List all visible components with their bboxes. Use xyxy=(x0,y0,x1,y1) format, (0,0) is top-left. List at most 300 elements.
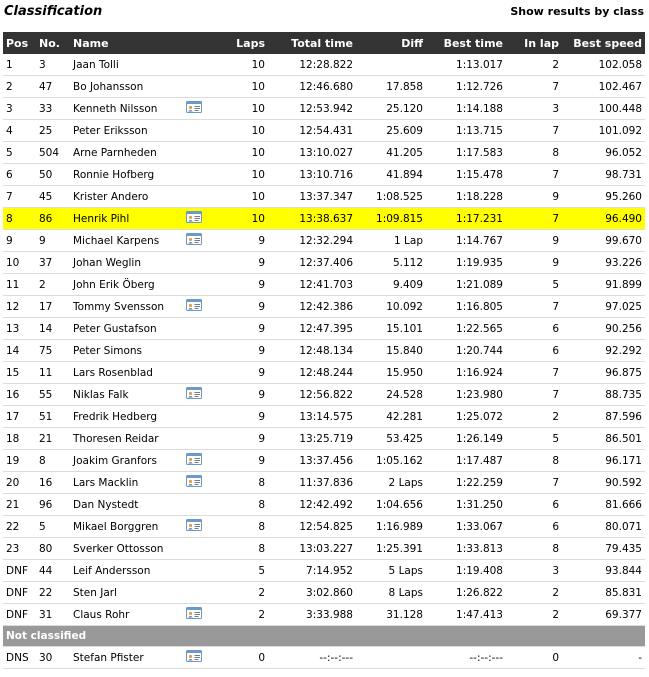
not-classified-section xyxy=(3,626,645,647)
cell-pos: 14 xyxy=(3,340,36,362)
cell-in-lap: 3 xyxy=(506,98,562,120)
cell-total-time: 12:37.406 xyxy=(268,252,356,274)
cell-in-lap: 5 xyxy=(506,274,562,296)
cell-name xyxy=(70,647,202,669)
table-row xyxy=(3,406,645,428)
cell-diff: 15.950 xyxy=(356,362,426,384)
cell-pos: 16 xyxy=(3,384,36,406)
cell-best-speed: 85.831 xyxy=(562,582,645,604)
driver-name: Henrik Pihl xyxy=(73,212,130,225)
cell-name xyxy=(70,406,202,428)
cell-no: 51 xyxy=(36,406,70,428)
cell-diff: 15.101 xyxy=(356,318,426,340)
cell-best-time: 1:25.072 xyxy=(426,406,506,428)
cell-laps: 2 xyxy=(202,582,268,604)
cell-best-speed: 81.666 xyxy=(562,494,645,516)
driver-card-icon[interactable] xyxy=(186,650,202,662)
cell-laps: 9 xyxy=(202,450,268,472)
cell-best-speed: 90.256 xyxy=(562,318,645,340)
cell-best-time: 1:33.813 xyxy=(426,538,506,560)
cell-in-lap: 6 xyxy=(506,516,562,538)
cell-name xyxy=(70,76,202,98)
cell-best-speed: 99.670 xyxy=(562,230,645,252)
cell-best-time: 1:16.805 xyxy=(426,296,506,318)
cell-best-speed: 96.171 xyxy=(562,450,645,472)
cell-name xyxy=(70,604,202,626)
cell-total-time: 12:54.431 xyxy=(268,120,356,142)
cell-pos: DNF xyxy=(3,604,36,626)
cell-total-time: 13:38.637 xyxy=(268,208,356,230)
cell-no: 21 xyxy=(36,428,70,450)
cell-no: 44 xyxy=(36,560,70,582)
cell-best-speed: 93.844 xyxy=(562,560,645,582)
driver-name: John Erik Öberg xyxy=(73,278,155,291)
cell-laps: 8 xyxy=(202,494,268,516)
cell-no: 14 xyxy=(36,318,70,340)
cell-best-time: 1:16.924 xyxy=(426,362,506,384)
cell-laps: 10 xyxy=(202,164,268,186)
cell-pos: 4 xyxy=(3,120,36,142)
cell-best-time: 1:17.487 xyxy=(426,450,506,472)
driver-card-icon[interactable] xyxy=(186,519,202,531)
cell-laps: 9 xyxy=(202,318,268,340)
cell-best-speed: 102.058 xyxy=(562,54,645,76)
cell-in-lap: 7 xyxy=(506,208,562,230)
cell-pos: 23 xyxy=(3,538,36,560)
cell-pos: 20 xyxy=(3,472,36,494)
cell-diff: 8 Laps xyxy=(356,582,426,604)
classification-table xyxy=(3,32,645,669)
cell-best-time: 1:47.413 xyxy=(426,604,506,626)
cell-total-time: 13:14.575 xyxy=(268,406,356,428)
cell-pos: 17 xyxy=(3,406,36,428)
driver-name: Joakim Granfors xyxy=(73,454,157,467)
cell-total-time: 12:48.244 xyxy=(268,362,356,384)
cell-diff: 2 Laps xyxy=(356,472,426,494)
table-row xyxy=(3,120,645,142)
cell-no: 86 xyxy=(36,208,70,230)
cell-in-lap: 9 xyxy=(506,186,562,208)
driver-name: Dan Nystedt xyxy=(73,498,139,511)
cell-name xyxy=(70,252,202,274)
table-row xyxy=(3,54,645,76)
cell-name xyxy=(70,230,202,252)
cell-no: 96 xyxy=(36,494,70,516)
cell-best-time: 1:12.726 xyxy=(426,76,506,98)
cell-pos: 19 xyxy=(3,450,36,472)
cell-best-speed: 96.490 xyxy=(562,208,645,230)
table-row xyxy=(3,142,645,164)
cell-best-time: 1:14.188 xyxy=(426,98,506,120)
table-row xyxy=(3,208,645,230)
col-header-no[interactable]: No. xyxy=(36,32,70,54)
header-bar xyxy=(0,0,649,32)
cell-total-time: 12:42.492 xyxy=(268,494,356,516)
driver-card-icon[interactable] xyxy=(186,101,202,113)
cell-name xyxy=(70,582,202,604)
table-row xyxy=(3,340,645,362)
cell-pos: 10 xyxy=(3,252,36,274)
cell-in-lap: 3 xyxy=(506,560,562,582)
table-row xyxy=(3,494,645,516)
cell-name xyxy=(70,384,202,406)
cell-best-speed: 86.501 xyxy=(562,428,645,450)
cell-no: 80 xyxy=(36,538,70,560)
cell-total-time: 13:37.456 xyxy=(268,450,356,472)
cell-best-time: 1:19.935 xyxy=(426,252,506,274)
table-row xyxy=(3,274,645,296)
cell-total-time: 13:25.719 xyxy=(268,428,356,450)
cell-no: 45 xyxy=(36,186,70,208)
driver-name: Thoresen Reidar xyxy=(73,432,159,445)
cell-best-speed: 95.260 xyxy=(562,186,645,208)
cell-name xyxy=(70,560,202,582)
cell-laps: 10 xyxy=(202,76,268,98)
table-row xyxy=(3,647,645,669)
cell-pos: 22 xyxy=(3,516,36,538)
cell-in-lap: 0 xyxy=(506,647,562,669)
cell-best-speed: 98.731 xyxy=(562,164,645,186)
cell-laps: 9 xyxy=(202,252,268,274)
cell-in-lap: 2 xyxy=(506,406,562,428)
driver-name: Lars Macklin xyxy=(73,476,139,489)
cell-in-lap: 2 xyxy=(506,54,562,76)
driver-name: Peter Simons xyxy=(73,344,143,357)
col-header-best-time[interactable]: Best time xyxy=(426,32,506,54)
table-row xyxy=(3,164,645,186)
driver-name: Stefan Pfister xyxy=(73,651,144,664)
table-row xyxy=(3,560,645,582)
cell-best-time: 1:13.715 xyxy=(426,120,506,142)
cell-diff: 15.840 xyxy=(356,340,426,362)
not-classified-label: Not classified xyxy=(3,626,645,647)
table-row xyxy=(3,384,645,406)
cell-pos: 2 xyxy=(3,76,36,98)
table-row xyxy=(3,604,645,626)
cell-best-time: --:--:--- xyxy=(426,647,506,669)
cell-diff: 1:05.162 xyxy=(356,450,426,472)
col-header-pos[interactable]: Pos xyxy=(3,32,36,54)
cell-best-speed: 80.071 xyxy=(562,516,645,538)
cell-laps: 9 xyxy=(202,230,268,252)
show-results-by-class-link[interactable]: Show results by class xyxy=(510,5,644,18)
driver-name: Michael Karpens xyxy=(73,234,160,247)
cell-in-lap: 7 xyxy=(506,362,562,384)
cell-no: 5 xyxy=(36,516,70,538)
driver-name: Mikael Borggren xyxy=(73,520,159,533)
cell-in-lap: 8 xyxy=(506,538,562,560)
cell-diff: 1:08.525 xyxy=(356,186,426,208)
cell-name xyxy=(70,494,202,516)
cell-no: 16 xyxy=(36,472,70,494)
driver-card-icon[interactable] xyxy=(186,475,202,487)
cell-pos: 18 xyxy=(3,428,36,450)
driver-card-icon[interactable] xyxy=(186,387,202,399)
cell-no: 30 xyxy=(36,647,70,669)
cell-no: 47 xyxy=(36,76,70,98)
cell-laps: 0 xyxy=(202,647,268,669)
cell-no: 3 xyxy=(36,54,70,76)
table-row xyxy=(3,582,645,604)
cell-no: 75 xyxy=(36,340,70,362)
cell-diff: 1 Lap xyxy=(356,230,426,252)
cell-in-lap: 2 xyxy=(506,604,562,626)
cell-laps: 8 xyxy=(202,516,268,538)
cell-total-time: 13:37.347 xyxy=(268,186,356,208)
cell-best-speed: 102.467 xyxy=(562,76,645,98)
cell-total-time: 12:46.680 xyxy=(268,76,356,98)
cell-best-time: 1:13.017 xyxy=(426,54,506,76)
cell-in-lap: 2 xyxy=(506,582,562,604)
cell-total-time: 3:33.988 xyxy=(268,604,356,626)
cell-no: 55 xyxy=(36,384,70,406)
cell-best-speed: 96.052 xyxy=(562,142,645,164)
cell-laps: 9 xyxy=(202,362,268,384)
cell-best-time: 1:21.089 xyxy=(426,274,506,296)
col-header-in-lap[interactable]: In lap xyxy=(506,32,562,54)
cell-name xyxy=(70,516,202,538)
cell-in-lap: 7 xyxy=(506,296,562,318)
cell-laps: 9 xyxy=(202,340,268,362)
cell-best-speed: 88.735 xyxy=(562,384,645,406)
cell-no: 11 xyxy=(36,362,70,384)
cell-best-speed: 100.448 xyxy=(562,98,645,120)
cell-diff: 10.092 xyxy=(356,296,426,318)
table-row xyxy=(3,318,645,340)
cell-total-time: 7:14.952 xyxy=(268,560,356,582)
cell-pos: DNF xyxy=(3,560,36,582)
driver-name: Johan Weglin xyxy=(73,256,141,269)
cell-in-lap: 6 xyxy=(506,318,562,340)
driver-name: Peter Eriksson xyxy=(73,124,148,137)
cell-diff: 1:04.656 xyxy=(356,494,426,516)
cell-name xyxy=(70,208,202,230)
cell-diff: 1:16.989 xyxy=(356,516,426,538)
table-row xyxy=(3,538,645,560)
cell-best-time: 1:19.408 xyxy=(426,560,506,582)
cell-total-time: 13:10.027 xyxy=(268,142,356,164)
cell-total-time: 3:02.860 xyxy=(268,582,356,604)
cell-no: 2 xyxy=(36,274,70,296)
cell-in-lap: 7 xyxy=(506,120,562,142)
cell-best-speed: 79.435 xyxy=(562,538,645,560)
cell-no: 33 xyxy=(36,98,70,120)
cell-name xyxy=(70,362,202,384)
table-row xyxy=(3,516,645,538)
cell-pos: 15 xyxy=(3,362,36,384)
cell-laps: 9 xyxy=(202,406,268,428)
cell-pos: 9 xyxy=(3,230,36,252)
cell-total-time: 13:10.716 xyxy=(268,164,356,186)
driver-name: Bo Johansson xyxy=(73,80,144,93)
driver-card-icon[interactable] xyxy=(186,211,202,223)
cell-best-time: 1:14.767 xyxy=(426,230,506,252)
cell-best-speed: 87.596 xyxy=(562,406,645,428)
cell-best-time: 1:22.565 xyxy=(426,318,506,340)
cell-in-lap: 7 xyxy=(506,472,562,494)
table-row xyxy=(3,296,645,318)
cell-total-time: 12:47.395 xyxy=(268,318,356,340)
driver-name: Arne Parnheden xyxy=(73,146,157,159)
cell-name xyxy=(70,296,202,318)
cell-best-speed: 96.875 xyxy=(562,362,645,384)
cell-laps: 2 xyxy=(202,604,268,626)
cell-name xyxy=(70,142,202,164)
cell-no: 25 xyxy=(36,120,70,142)
cell-no: 50 xyxy=(36,164,70,186)
cell-no: 31 xyxy=(36,604,70,626)
cell-laps: 5 xyxy=(202,560,268,582)
table-row xyxy=(3,252,645,274)
cell-diff: 42.281 xyxy=(356,406,426,428)
col-header-best-speed[interactable]: Best speed xyxy=(562,32,645,54)
cell-laps: 9 xyxy=(202,274,268,296)
cell-total-time: 12:54.825 xyxy=(268,516,356,538)
table-row xyxy=(3,472,645,494)
cell-best-speed: 97.025 xyxy=(562,296,645,318)
cell-no: 37 xyxy=(36,252,70,274)
driver-card-icon[interactable] xyxy=(186,299,202,311)
cell-in-lap: 5 xyxy=(506,428,562,450)
cell-pos: 11 xyxy=(3,274,36,296)
cell-name xyxy=(70,164,202,186)
col-header-diff[interactable]: Diff xyxy=(356,32,426,54)
cell-pos: 12 xyxy=(3,296,36,318)
cell-name xyxy=(70,428,202,450)
cell-name xyxy=(70,538,202,560)
cell-diff: 41.205 xyxy=(356,142,426,164)
cell-laps: 10 xyxy=(202,120,268,142)
driver-name: Leif Andersson xyxy=(73,564,151,577)
cell-pos: DNF xyxy=(3,582,36,604)
cell-diff: 41.894 xyxy=(356,164,426,186)
cell-laps: 9 xyxy=(202,428,268,450)
cell-no: 22 xyxy=(36,582,70,604)
cell-no: 9 xyxy=(36,230,70,252)
cell-total-time: 11:37.836 xyxy=(268,472,356,494)
cell-diff: 31.128 xyxy=(356,604,426,626)
col-header-laps[interactable]: Laps xyxy=(202,32,268,54)
table-row xyxy=(3,98,645,120)
cell-in-lap: 9 xyxy=(506,230,562,252)
cell-total-time: 12:48.134 xyxy=(268,340,356,362)
cell-pos: 1 xyxy=(3,54,36,76)
cell-pos: 3 xyxy=(3,98,36,120)
cell-pos: DNS xyxy=(3,647,36,669)
cell-best-speed: 69.377 xyxy=(562,604,645,626)
cell-best-time: 1:33.067 xyxy=(426,516,506,538)
cell-laps: 10 xyxy=(202,98,268,120)
table-row xyxy=(3,230,645,252)
driver-name: Sten Jarl xyxy=(73,586,117,599)
cell-laps: 10 xyxy=(202,208,268,230)
driver-name: Jaan Tolli xyxy=(73,58,119,71)
cell-name xyxy=(70,318,202,340)
cell-name xyxy=(70,340,202,362)
cell-total-time: 12:56.822 xyxy=(268,384,356,406)
cell-best-speed: 92.292 xyxy=(562,340,645,362)
cell-best-speed: 101.092 xyxy=(562,120,645,142)
cell-no: 17 xyxy=(36,296,70,318)
cell-best-time: 1:26.149 xyxy=(426,428,506,450)
cell-name xyxy=(70,120,202,142)
table-row xyxy=(3,186,645,208)
driver-card-icon[interactable] xyxy=(186,453,202,465)
cell-in-lap: 7 xyxy=(506,164,562,186)
cell-diff xyxy=(356,54,426,76)
driver-name: Claus Rohr xyxy=(73,608,130,621)
cell-total-time: 12:41.703 xyxy=(268,274,356,296)
cell-diff: 17.858 xyxy=(356,76,426,98)
not-classified-body xyxy=(3,647,645,669)
driver-card-icon[interactable] xyxy=(186,233,202,245)
cell-best-time: 1:18.228 xyxy=(426,186,506,208)
table-row xyxy=(3,450,645,472)
cell-diff: 5 Laps xyxy=(356,560,426,582)
cell-laps: 10 xyxy=(202,142,268,164)
cell-diff: 9.409 xyxy=(356,274,426,296)
cell-pos: 7 xyxy=(3,186,36,208)
cell-best-time: 1:17.583 xyxy=(426,142,506,164)
cell-best-time: 1:31.250 xyxy=(426,494,506,516)
cell-no: 8 xyxy=(36,450,70,472)
cell-best-time: 1:26.822 xyxy=(426,582,506,604)
cell-total-time: 12:32.294 xyxy=(268,230,356,252)
cell-name xyxy=(70,450,202,472)
cell-diff: 5.112 xyxy=(356,252,426,274)
cell-diff: 24.528 xyxy=(356,384,426,406)
driver-name: Krister Andero xyxy=(73,190,149,203)
table-row xyxy=(3,428,645,450)
col-header-total-time[interactable]: Total time xyxy=(268,32,356,54)
cell-no: 504 xyxy=(36,142,70,164)
driver-name: Kenneth Nilsson xyxy=(73,102,158,115)
cell-best-time: 1:17.231 xyxy=(426,208,506,230)
cell-total-time: --:--:--- xyxy=(268,647,356,669)
cell-best-time: 1:23.980 xyxy=(426,384,506,406)
cell-diff: 25.120 xyxy=(356,98,426,120)
cell-pos: 21 xyxy=(3,494,36,516)
cell-best-time: 1:22.259 xyxy=(426,472,506,494)
cell-in-lap: 8 xyxy=(506,450,562,472)
cell-laps: 9 xyxy=(202,384,268,406)
cell-in-lap: 6 xyxy=(506,340,562,362)
cell-pos: 8 xyxy=(3,208,36,230)
page-title: Classification xyxy=(4,4,103,19)
cell-pos: 6 xyxy=(3,164,36,186)
results-body xyxy=(3,54,645,626)
cell-laps: 8 xyxy=(202,538,268,560)
driver-name: Niklas Falk xyxy=(73,388,129,401)
cell-name xyxy=(70,98,202,120)
driver-name: Ronnie Hofberg xyxy=(73,168,155,181)
cell-diff: 25.609 xyxy=(356,120,426,142)
cell-laps: 9 xyxy=(202,296,268,318)
not-classified-header xyxy=(3,626,645,647)
cell-best-speed: - xyxy=(562,647,645,669)
cell-in-lap: 8 xyxy=(506,142,562,164)
cell-in-lap: 6 xyxy=(506,494,562,516)
driver-name: Peter Gustafson xyxy=(73,322,157,335)
table-header-row xyxy=(3,32,645,54)
cell-in-lap: 7 xyxy=(506,76,562,98)
table-row xyxy=(3,362,645,384)
col-header-name[interactable]: Name xyxy=(70,32,202,54)
driver-name: Fredrik Hedberg xyxy=(73,410,158,423)
cell-name xyxy=(70,472,202,494)
driver-card-icon[interactable] xyxy=(186,607,202,619)
cell-name xyxy=(70,186,202,208)
